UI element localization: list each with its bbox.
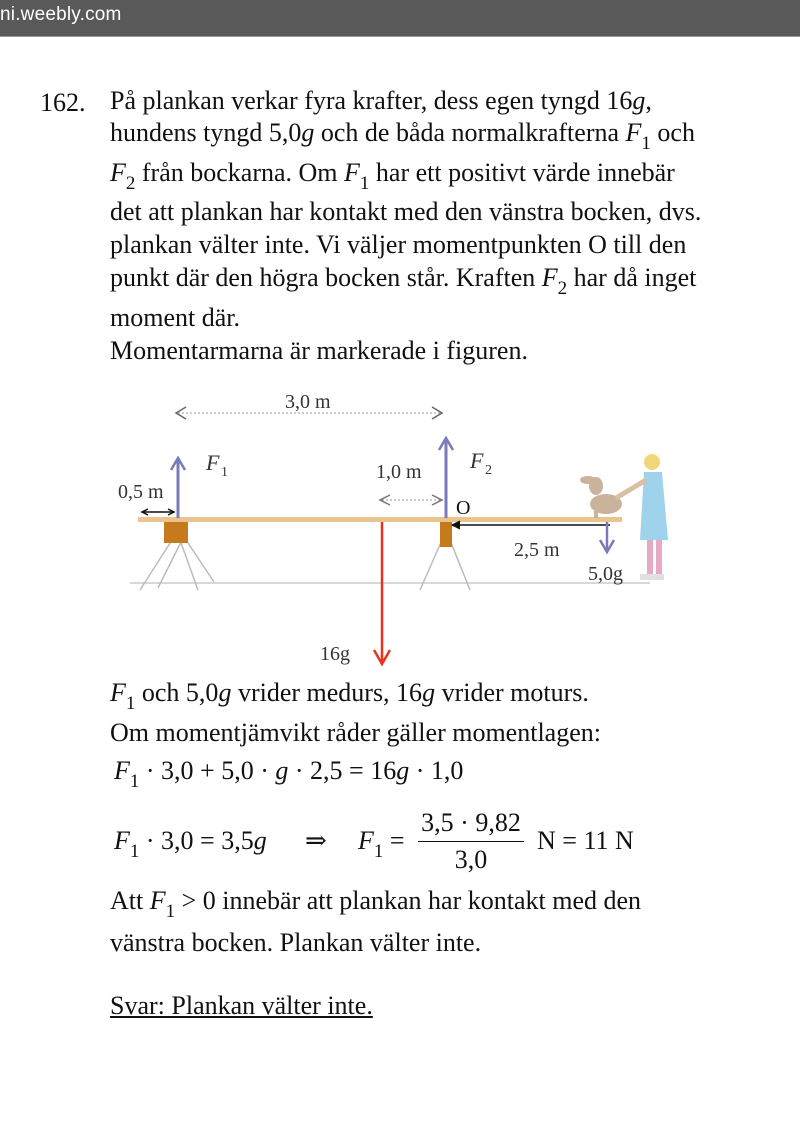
problem-line-8: Momentarmarna är markerade i figuren. <box>110 336 528 365</box>
implies-arrow: ⇒ <box>305 826 327 855</box>
dist-total-label: 3,0 m <box>285 391 331 413</box>
svg-text:F: F <box>206 450 220 475</box>
problem-line-7: moment där. <box>110 303 240 332</box>
browser-url-bar[interactable] <box>0 0 800 37</box>
problem-line-3: $F_2$ från bockarna. Om $F_1$ har ett positivt värde innebär <box>110 158 675 194</box>
svg-text:0,5 m: 0,5 m <box>118 481 164 503</box>
solution-line-1: $F_1$ och 5,0g vrider medurs, 16g vrider moturs. <box>110 678 589 714</box>
fraction-denominator: 3,0 <box>454 845 488 874</box>
svg-text:2: 2 <box>485 463 492 478</box>
fraction <box>418 808 524 875</box>
left-sawhorse-icon <box>140 521 214 590</box>
equation-1: $F_1 \cdot 3,0 + 5,0 \cdot g \cdot 2,5 = 16g \cdot 1,0$ <box>114 756 464 792</box>
fraction-numerator: 3,5 · 9,82 <box>421 808 521 837</box>
plank <box>138 517 622 522</box>
url-text: ni.weebly.com <box>0 4 122 25</box>
equation-2-mid: $F_1$ = <box>358 826 405 862</box>
person-icon <box>616 454 668 580</box>
problem-line-4: det att plankan har kontakt med den vänstra bocken, dvs. <box>110 197 702 226</box>
solution-line-2: Om momentjämvikt råder gäller momentlagen: <box>110 718 601 747</box>
conclusion-line-1: Att $F_1 > 0$ innebär att plankan har kontakt med den <box>110 886 642 922</box>
svg-text:16g: 16g <box>320 643 350 665</box>
problem-line-1: På plankan verkar fyra krafter, dess egen tyngd 16g, <box>110 86 652 115</box>
svg-text:2,5 m: 2,5 m <box>514 539 560 561</box>
problem-line-5: plankan välter inte. Vi väljer momentpunkten O till den <box>110 230 687 259</box>
svg-text:1,0 m: 1,0 m <box>376 461 422 483</box>
svg-text:5,0g: 5,0g <box>588 563 623 585</box>
equation-2-left: $F_1 \cdot 3,0 = 3,5g$ <box>114 826 267 862</box>
problem-number: 162. <box>40 88 86 117</box>
problem-line-6: punkt där den högra bocken står. Kraften $F_2$ har då inget <box>110 263 697 299</box>
answer: Svar: Plankan välter inte. <box>110 991 373 1020</box>
lever-diagram <box>110 380 690 670</box>
svg-text:O: O <box>456 497 471 519</box>
svg-text:F: F <box>470 448 484 473</box>
conclusion-line-2: vänstra bocken. Plankan välter inte. <box>110 928 482 957</box>
svg-text:1: 1 <box>221 465 228 480</box>
equation-2-result: N = 11 N <box>537 826 634 855</box>
right-sawhorse-icon <box>420 521 470 590</box>
problem-line-2: hundens tyngd 5,0g och de båda normalkrafterna $F_1$ och <box>110 118 695 154</box>
